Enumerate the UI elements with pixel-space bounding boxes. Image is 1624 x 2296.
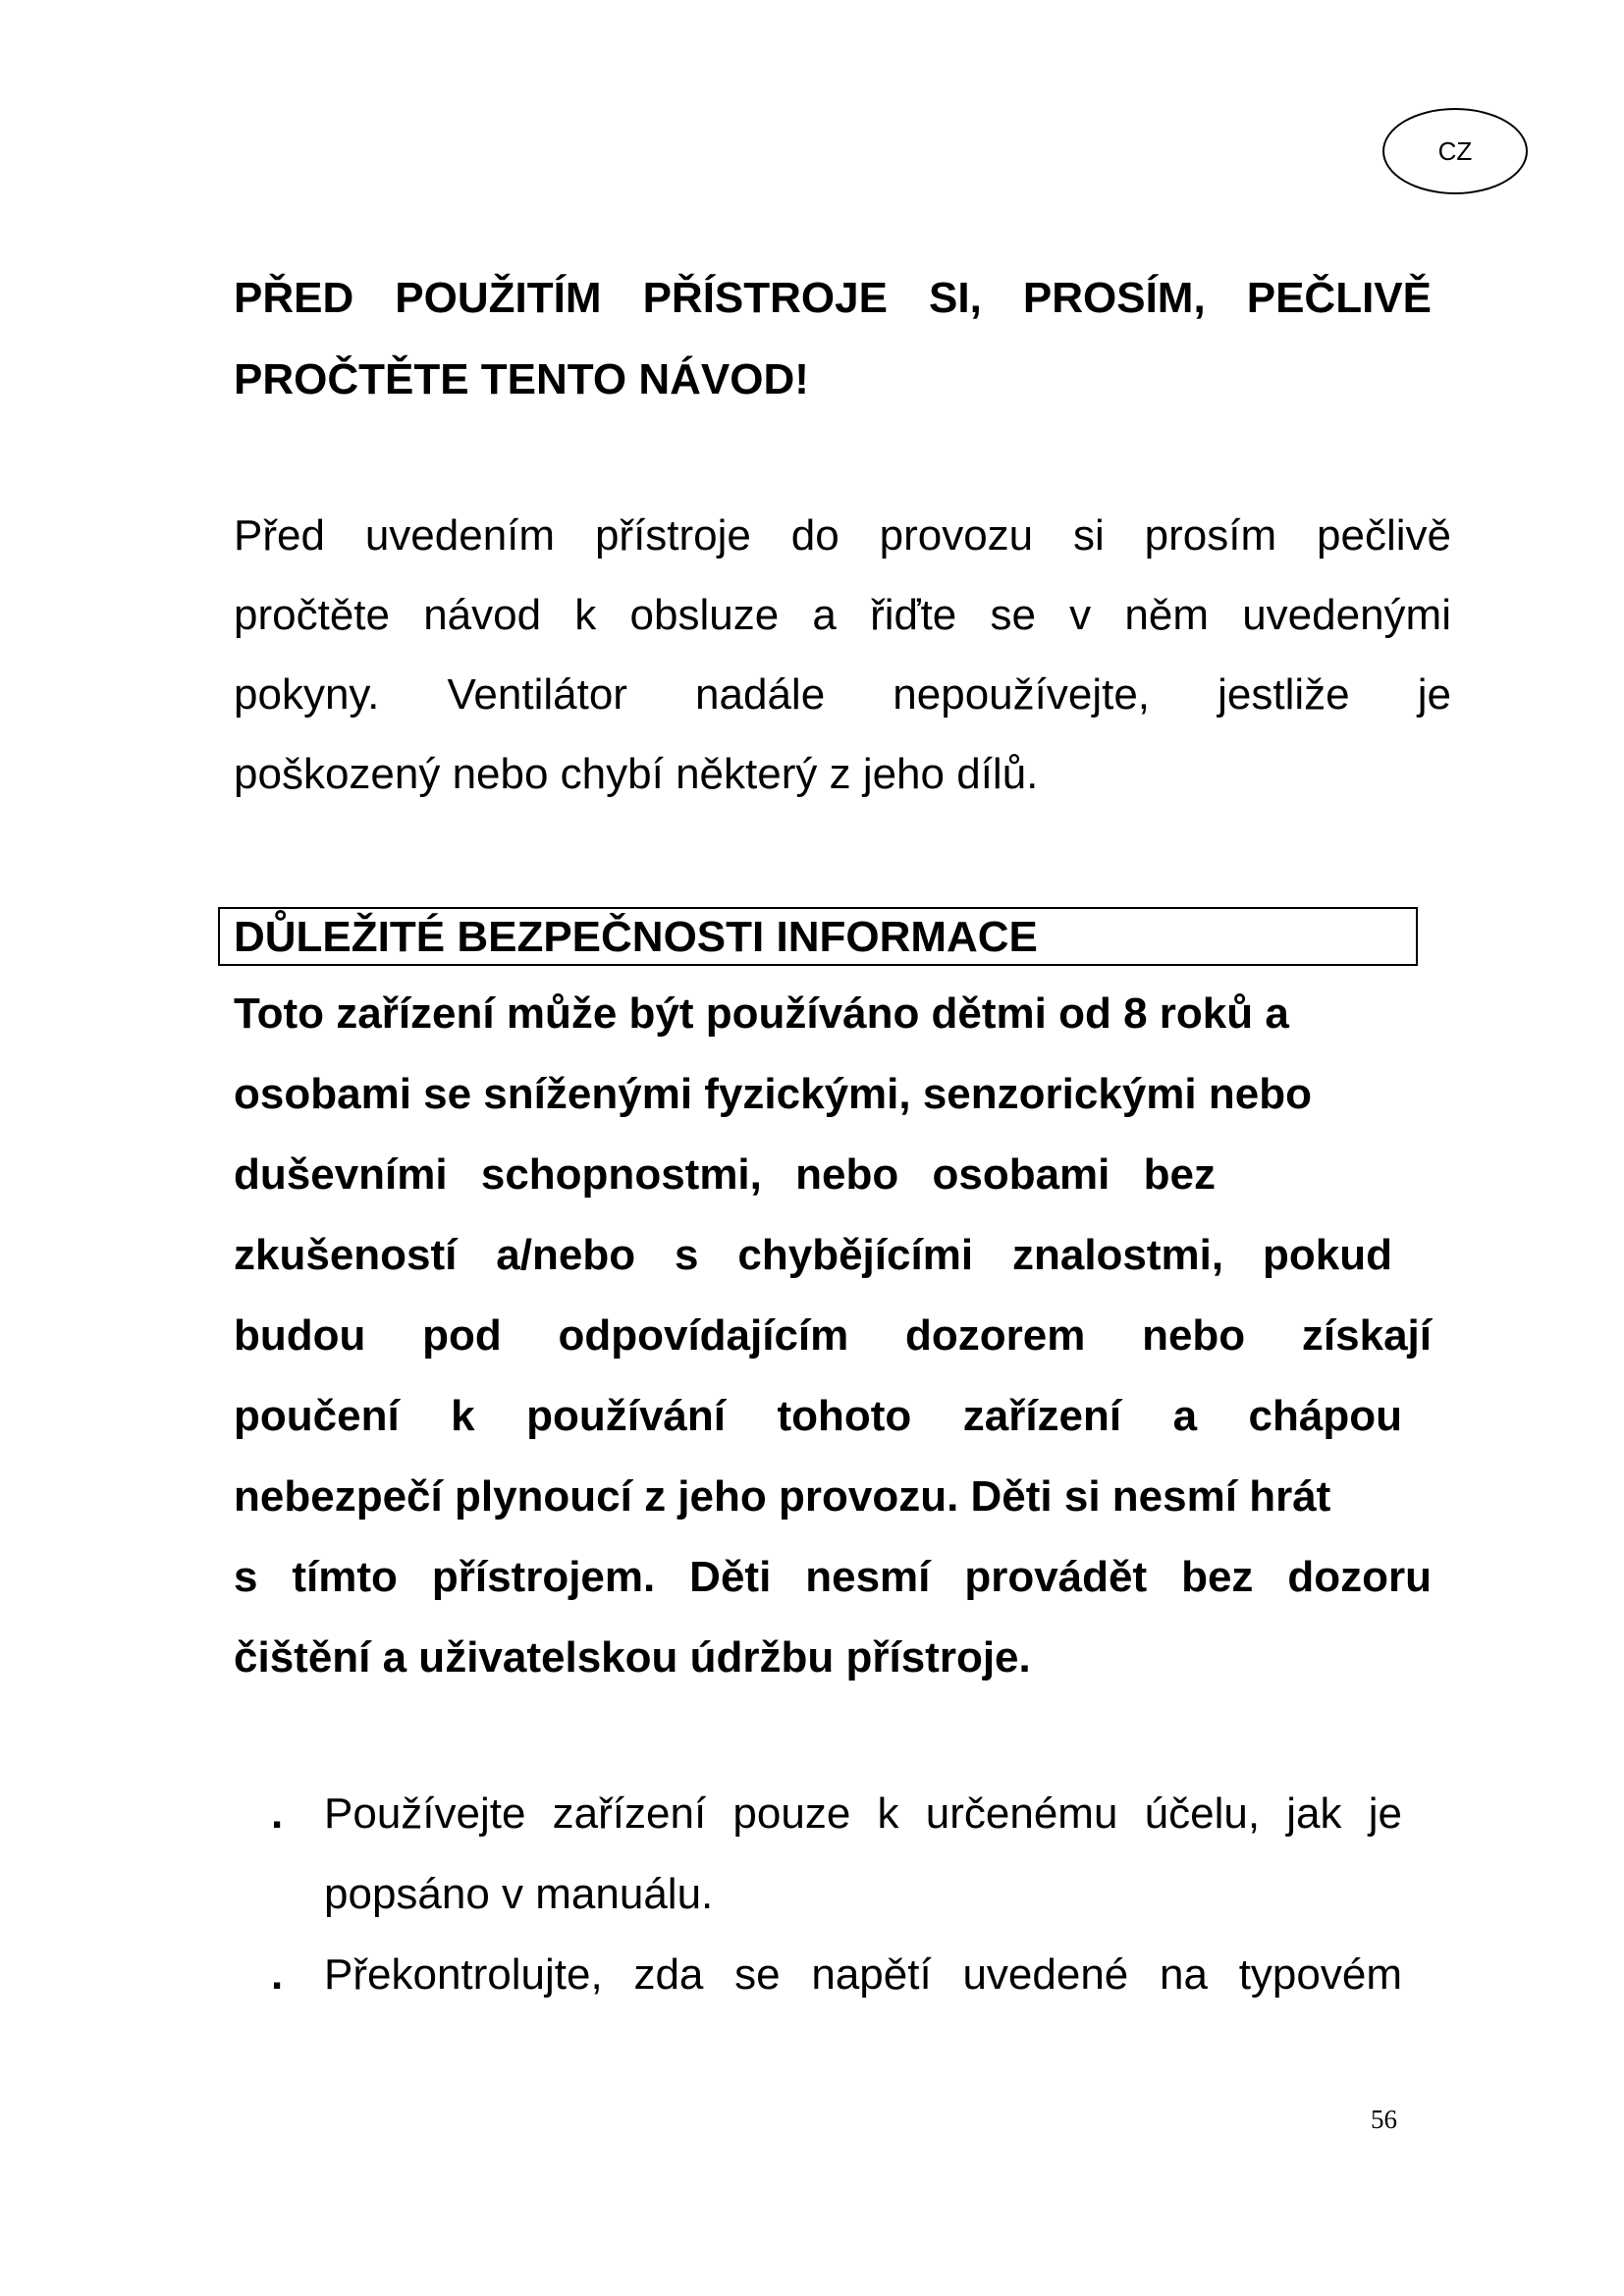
safety-line: duševními schopnostmi, nebo osobami bez	[234, 1150, 1216, 1199]
safety-line: osobami se sníženými fyzickými, senzorickými nebo	[234, 1070, 1312, 1118]
safety-line: s tímto přístrojem. Děti nesmí provádět bez dozoru	[234, 1553, 1432, 1601]
list-item-line: Používejte zařízení pouze k určenému účelu, jak je	[324, 1789, 1402, 1838]
list-item	[234, 1935, 1402, 2015]
bullet-marker: .	[271, 1950, 284, 1999]
intro-line: pročtěte návod k obsluze a řiďte se v něm uvedenými	[234, 591, 1451, 639]
language-code: CZ	[1437, 135, 1473, 166]
safety-line: budou pod odpovídajícím dozorem nebo získají	[234, 1311, 1432, 1360]
bullet-marker: .	[271, 1789, 284, 1838]
safety-line: Toto zařízení může být používáno dětmi od 8 roků a	[234, 989, 1289, 1038]
intro-line: pokyny. Ventilátor nadále nepoužívejte, jestliže je	[234, 670, 1451, 719]
heading-line-2: PROČTĚTE TENTO NÁVOD!	[234, 355, 809, 403]
safety-line: poučení k používání tohoto zařízení a chápou	[234, 1392, 1402, 1440]
list-item	[234, 1774, 1402, 1935]
safety-paragraph	[234, 974, 1432, 1698]
instruction-list	[234, 1774, 1402, 2015]
safety-line: čištění a uživatelskou údržbu přístroje.	[234, 1633, 1031, 1682]
page-heading	[234, 257, 1432, 420]
heading-line-1: PŘED POUŽITÍM PŘÍSTROJE SI, PROSÍM, PEČLIVĚ	[234, 274, 1432, 322]
list-item-line: popsáno v manuálu.	[324, 1870, 714, 1918]
safety-line: nebezpečí plynoucí z jeho provozu. Děti si nesmí hrát	[234, 1472, 1331, 1521]
list-item-line: Překontrolujte, zda se napětí uvedené na typovém	[324, 1950, 1402, 1999]
intro-line: poškozený nebo chybí některý z jeho dílů.	[234, 750, 1039, 798]
intro-paragraph	[234, 496, 1451, 814]
intro-line: Před uvedením přístroje do provozu si prosím pečlivě	[234, 511, 1451, 560]
language-badge	[1382, 108, 1528, 194]
page-number: 56	[1371, 2105, 1397, 2134]
safety-line: zkušeností a/nebo s chybějícími znalostmi, pokud	[234, 1231, 1392, 1279]
safety-title: DŮLEŽITÉ BEZPEČNOSTI INFORMACE	[234, 913, 1038, 961]
